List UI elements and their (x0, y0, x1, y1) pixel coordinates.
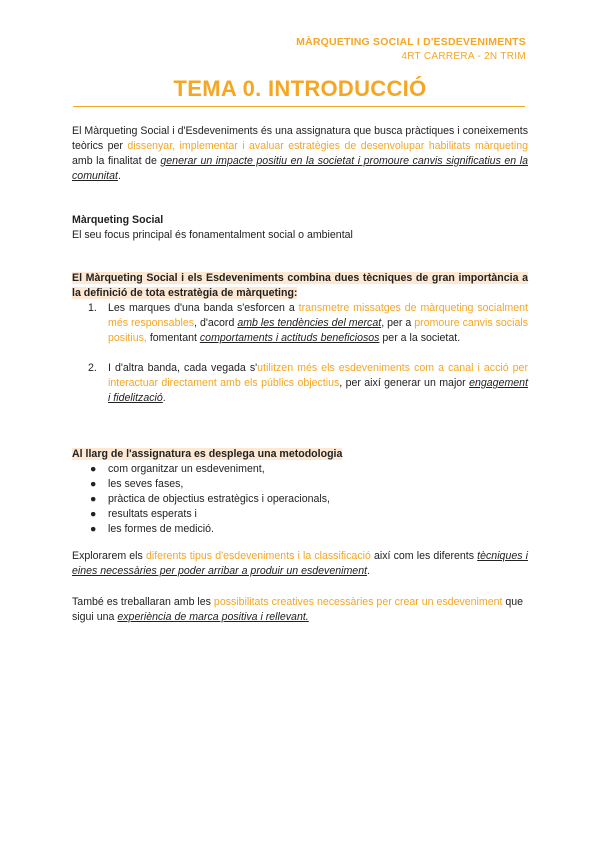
social-heading: Màrqueting Social (72, 214, 164, 226)
explorarem-text-1: Explorarem els (72, 550, 146, 562)
bullet-icon: ● (90, 523, 97, 535)
title-divider (73, 106, 525, 107)
intro-underline: generar un impacte positiu en la societat i promoure canvis significatius en la comunitat (72, 155, 528, 182)
list-item-text: pràctica de objectius estratègics i operacionals, (108, 493, 330, 505)
page-title: TEMA 0. INTRODUCCIÓ (173, 76, 427, 101)
list-item (72, 301, 528, 346)
list-item (72, 477, 528, 492)
item2-highlight-1: utilitzen més els esdeveniments com a canal i acció per interactuar directament amb els públics objectius (108, 362, 528, 389)
bullet-icon: ● (90, 508, 97, 520)
list-number: 1. (88, 302, 97, 314)
list-item (72, 361, 528, 406)
metodologia-heading-text: Al llarg de l'assignatura es desplega una metodologia (72, 448, 343, 460)
metodologia-heading (72, 447, 528, 462)
explorarem-highlight: diferents tipus d'esdeveniments i la classificació (145, 550, 371, 562)
tambe-text-2: que sigui una (72, 596, 524, 623)
bullet-icon: ● (90, 493, 97, 505)
combina-heading-text: El Màrqueting Social i els Esdeveniments combina dues tècniques de gran importància a la definició de tota estratègia de màrqueting: (72, 272, 528, 299)
item2-underline-1: engagement i fidelització (108, 377, 529, 404)
item1-text-4: fomentant (146, 332, 200, 344)
tambe-highlight: possibilitats creatives necessàries per crear un esdeveniment (213, 596, 503, 608)
metodologia-section (72, 447, 528, 537)
item2-text-2: , per així generar un major (339, 377, 470, 389)
header-term: 4RT CARRERA - 2N TRIM (401, 51, 526, 62)
item1-text-3: , per a (381, 317, 415, 329)
explorarem-text-3: . (367, 565, 370, 577)
item1-text-5: per a la societat. (379, 332, 461, 344)
combina-section (72, 271, 528, 406)
tambe-underline: experiència de marca positiva i rellevant. (117, 611, 309, 623)
explorarem-paragraph (72, 549, 528, 579)
explorarem-text-2: així com les diferents (370, 550, 478, 562)
item1-highlight-1: transmetre missatges de màrqueting socialment més responsables (108, 302, 528, 329)
explorarem-underline: tècniques i eines necessàries per poder arribar a produir un esdeveniment (72, 550, 528, 577)
item1-highlight-2: promoure canvis socials positius, (108, 317, 528, 344)
list-item-text: resultats esperats i (108, 508, 197, 520)
list-item (72, 492, 528, 507)
tambe-text-1: També es treballaran amb les (72, 596, 214, 608)
combina-heading (72, 271, 528, 301)
intro-text-1: El Màrqueting Social i d'Esdeveniments és una assignatura que busca pràctiques i coneixements teòrics per (72, 125, 528, 152)
intro-text-3: . (117, 170, 121, 182)
item1-underline-2: comportaments i actituds beneficiosos (199, 332, 380, 344)
intro-paragraph (72, 124, 528, 184)
social-section (72, 213, 528, 243)
list-item-text: com organitzar un esdeveniment, (108, 463, 265, 475)
bullet-icon: ● (90, 463, 97, 475)
item1-text-2: , d'acord (194, 317, 238, 329)
list-item (72, 507, 528, 522)
item1-text-1: Les marques d'una banda s'esforcen a (108, 302, 299, 314)
tambe-paragraph (72, 595, 528, 625)
social-text: El seu focus principal és fonamentalment social o ambiental (72, 229, 353, 241)
list-item (72, 462, 528, 477)
list-item-text: les formes de medició. (108, 523, 214, 535)
list-item-text: les seves fases, (108, 478, 184, 490)
intro-text-2: amb la finalitat de (72, 155, 161, 167)
header-course: MÀRQUETING SOCIAL I D'ESDEVENIMENTS (296, 36, 526, 48)
intro-highlight: dissenyar, implementar i avaluar estratègies de desenvolupar habilitats màrqueting (127, 140, 528, 152)
list-item (72, 522, 528, 537)
bullet-icon: ● (90, 478, 97, 490)
item2-text-3: . (162, 392, 166, 404)
item1-underline-1: amb les tendències del mercat (237, 317, 382, 329)
item2-text-1: I d'altra banda, cada vegada s' (108, 362, 258, 374)
list-number: 2. (88, 362, 97, 374)
